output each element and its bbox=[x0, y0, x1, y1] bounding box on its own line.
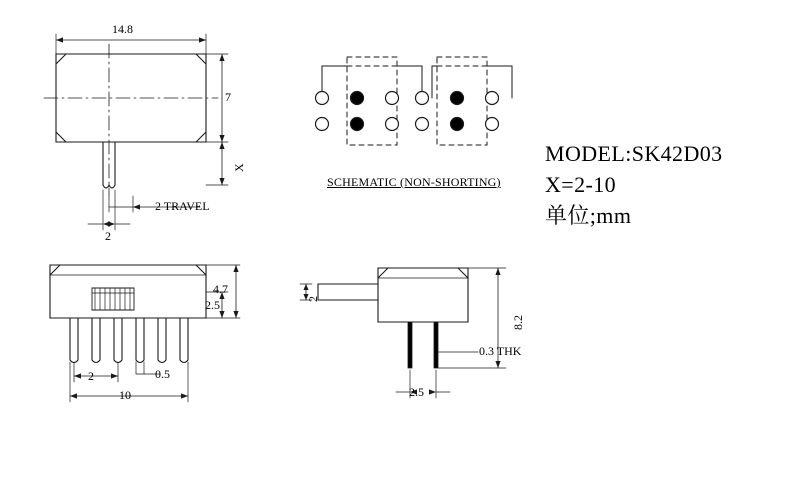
dim-top-lever-width: 2 bbox=[105, 229, 111, 243]
dim-front-pin-width: 0.5 bbox=[155, 367, 170, 381]
dim-side-total-height: 8.2 bbox=[511, 315, 525, 330]
dim-front-overall-width: 10 bbox=[119, 388, 131, 402]
schematic-graphic bbox=[316, 57, 513, 145]
dim-side-thickness: 0.3 THK bbox=[479, 344, 522, 358]
dim-front-pitch: 2 bbox=[88, 369, 94, 383]
dim-top-width: 14.8 bbox=[112, 22, 133, 36]
unit-note: 单位;mm bbox=[545, 203, 632, 229]
travel-range: X=2-10 bbox=[545, 172, 617, 198]
dim-top-lever-x: X bbox=[232, 163, 246, 172]
dim-top-travel: 2 TRAVEL bbox=[155, 199, 210, 213]
side-view-graphic bbox=[300, 268, 506, 398]
dim-side-lever: 2 bbox=[306, 296, 320, 302]
dim-side-pin-pitch: 2.5 bbox=[409, 385, 424, 399]
front-view-graphic bbox=[50, 265, 240, 402]
dim-front-pin-length: 2.5 bbox=[205, 298, 220, 312]
dim-top-height: 7 bbox=[225, 90, 231, 104]
schematic-caption: SCHEMATIC (NON-SHORTING) bbox=[327, 175, 501, 189]
model-info-block bbox=[545, 138, 723, 232]
dim-front-body-height: 4.7 bbox=[213, 282, 228, 296]
model-number: MODEL:SK42D03 bbox=[545, 141, 723, 166]
